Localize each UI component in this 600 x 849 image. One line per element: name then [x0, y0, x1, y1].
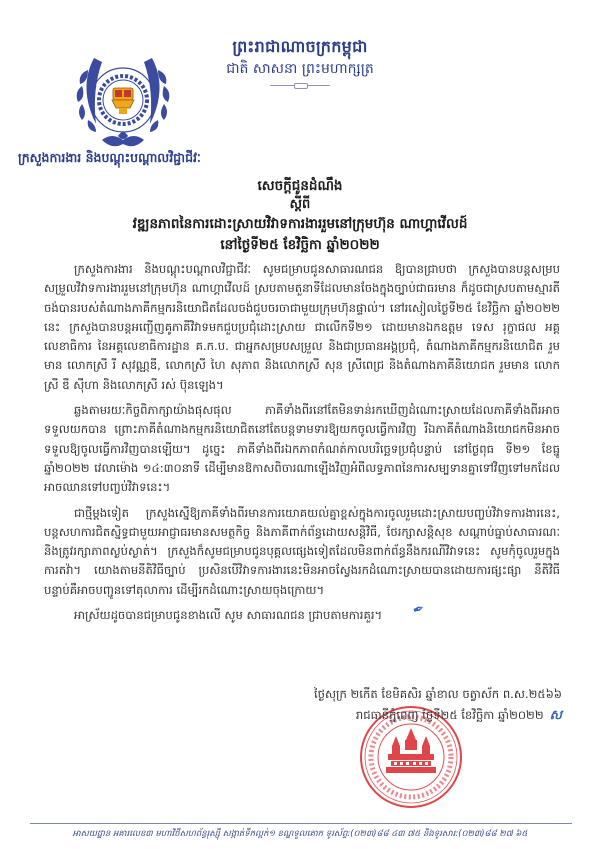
- solar-date-line: [314, 705, 562, 726]
- closing-paragraph: [44, 600, 560, 625]
- kingdom-title: ព្រះរាជាណាចក្រកម្ពុជា: [232, 37, 368, 56]
- title-subject: វឌ្ឍនភាពនៃការដោះស្រាយវិវាទការងាររួមនៅក្រុមហ៊ុន ណាហ្គាវើលដ៍: [132, 216, 468, 232]
- solar-date: រាជធានីភ្នំពេញ ថ្ងៃទី២៥ ខែវិច្ឆិកា ឆ្នាំ២០២២: [355, 708, 544, 722]
- date-signature-block: [314, 684, 562, 726]
- closing-text: អាស្រ័យដូចបានជម្រាបជូនខាងលើ សូម សាធារណជន ជ្រាបតាមការគួរ។: [74, 608, 383, 623]
- paragraph-2: ឆ្លងតាមរយៈកិច្ចពិភាក្សាយ៉ាងផុសផុល ភាគីទាំងពីរនៅតែមិនទាន់រកឃើញដំណោះស្រាយដែលភាគីទាំងពីរអាចទទួលយកបាន ព្រោះភាគីតំណាងកម្មករនិយោជិតនៅតែបន្តទាមទារឱ្យយកចូលធ្វើការវិញ រីឯភាគីតំណាងនិយោជកមិនអាចទទួលឱ្យចូលធ្វើការវិញបានឡើយ។ ដូច្នេះ ភាគីទាំងពីរឯកភាពកំណត់កាលបរិច្ឆេទប្រជុំបន្ទាប់ នៅថ្ងៃពុធ ទី២១ ខែធ្នូ ឆ្នាំ២០២២ វេលាម៉ោង ១៤:៣០នាទី ដើម្បីមានឱកាសពិចារណាឡើងវិញអំពីលទ្ធភាពនៃការសម្បទានគ្នាទៅវិញទៅមកដែលអាចឈានទៅបញ្ចប់វិវាទនេះ។: [44, 403, 560, 495]
- footer-address: អាសយដ្ឋាន អគារលេខ៣ មហាវិថីសហព័ន្ធរុស្ស៊ី សង្កាត់ទឹកល្អក់១ ខណ្ឌទួលគោក ទូរស័ព្ទ:(០២៣)៨៨ ៤៣ ៧៥ និងទូរសារ:(០២៣)៨៨ ២៧ ៦៥: [72, 829, 528, 839]
- nation-religion-king: ជាតិ សាសនា ព្រះមហាក្សត្រ: [226, 61, 374, 77]
- national-motto: [200, 36, 400, 88]
- signature-mark-icon: ✒: [410, 600, 428, 620]
- ministry-emblem-icon: [74, 48, 172, 156]
- document-title: [40, 176, 560, 255]
- initial-signature: ស: [549, 708, 562, 723]
- paragraph-3: ជាថ្មីម្តងទៀត ក្រសួងស្នើឱ្យភាគីទាំងពីរមានការយោគយល់គ្នាខ្ពស់ក្នុងការចូលរួមដោះស្រាយបញ្ចប់វិវាទការងារនេះ, បន្តសហការជិតស្និទ្ធជាមួយអាជ្ញាធរមានសមត្ថកិច្ច និងភាគីពាក់ព័ន្ធដោយសន្តិវិធី, ថែរក្សាសន្តិសុខ សណ្តាប់ធ្នាប់សាធារណៈ និងត្រូវរក្សាភាពស្ងប់ស្ងាត់។ ក្រសួងក៏សូមជម្រាបជូនបុគ្គលផ្សេងទៀតដែលមិនពាក់ព័ន្ធនឹងករណីវិវាទនេះ សូមកុំចូលរួមក្នុងការតវ៉ា។ យោងតាមនីតិវិធីច្បាប់ ប្រសិនបើវិវាទការងារនេះមិនអាចស្វែងរកដំណោះស្រាយបានដោយការផ្សះផ្សា នីតិវិធីបន្ទាប់គឺអាចបញ្ជូនទៅតុលាការ ដើម្បីរកដំណោះស្រាយចុងក្រោយ។: [44, 505, 560, 597]
- document-body: [44, 260, 560, 631]
- lunar-date: ថ្ងៃសុក្រ ២កើត ខែមិគសិរ ឆ្នាំខាល ចត្វាស័ក ព.ស.២៥៦៦: [313, 687, 562, 701]
- ornament-divider-icon: [270, 85, 330, 88]
- paragraph-1: ក្រសួងការងារ និងបណ្តុះបណ្តាលវិជ្ជាជីវៈ សូមជម្រាបជូនសាធារណជន ឱ្យបានជ្រាបថា ក្រសួងបានបន្តសម្របសម្រួលវិវាទការងាររួមនៅក្រុមហ៊ុន ណាហ្គាវើលដ៍ ស្របតាមតួនាទីដែលមានចែងក្នុងច្បាប់ជាធរមាន ក៏ដូចជាស្របតាមស្មារតីចង់បានរបស់តំណាងភាគីកម្មករនិយោជិតដែលចង់ជួបចរចាជាមួយក្រុមហ៊ុនផ្ទាល់។ នៅរសៀលថ្ងៃទី២៥ ខែវិច្ឆិកា ឆ្នាំ២០២២ នេះ ក្រសួងបានបន្តអញ្ជើញគូភាគីវិវាទមកជួបប្រជុំដោះស្រាយ ជាលើកទី២១ ដោយមានឯកឧត្តម ទេស រុក្ខាផល អគ្គលេខាធិការ នៃអគ្គលេខាធិការដ្ឋាន គ.ក.ប. ជាអ្នកសម្របសម្រួល និងជាប្រធានអង្គប្រជុំ, តំណាងភាគីកម្មករនិយោជិត រួមមាន លោកស្រី រី សុវណ្ណឌី, លោកស្រី ហៃ សុភាព និងលោកស្រី សុន ស្រីពេជ្រ និងតំណាងភាគីនិយោជក រួមមាន លោកស្រី ឌី ស៊ីហា និងលោកស្រី រស់ ប៊ុនឡេង។: [44, 262, 560, 392]
- title-regarding: ស្តីពី: [289, 197, 311, 212]
- title-date: នៅថ្ងៃទី២៥ ខែវិច្ឆិកា ឆ្នាំ២០២២: [220, 237, 380, 253]
- title-notice: សេចក្តីជូនដំណឹង: [257, 178, 343, 194]
- ministry-name: ក្រសួងការងារ និងបណ្តុះបណ្តាលវិជ្ជាជីវៈ: [18, 150, 201, 165]
- footer-divider: [30, 823, 572, 824]
